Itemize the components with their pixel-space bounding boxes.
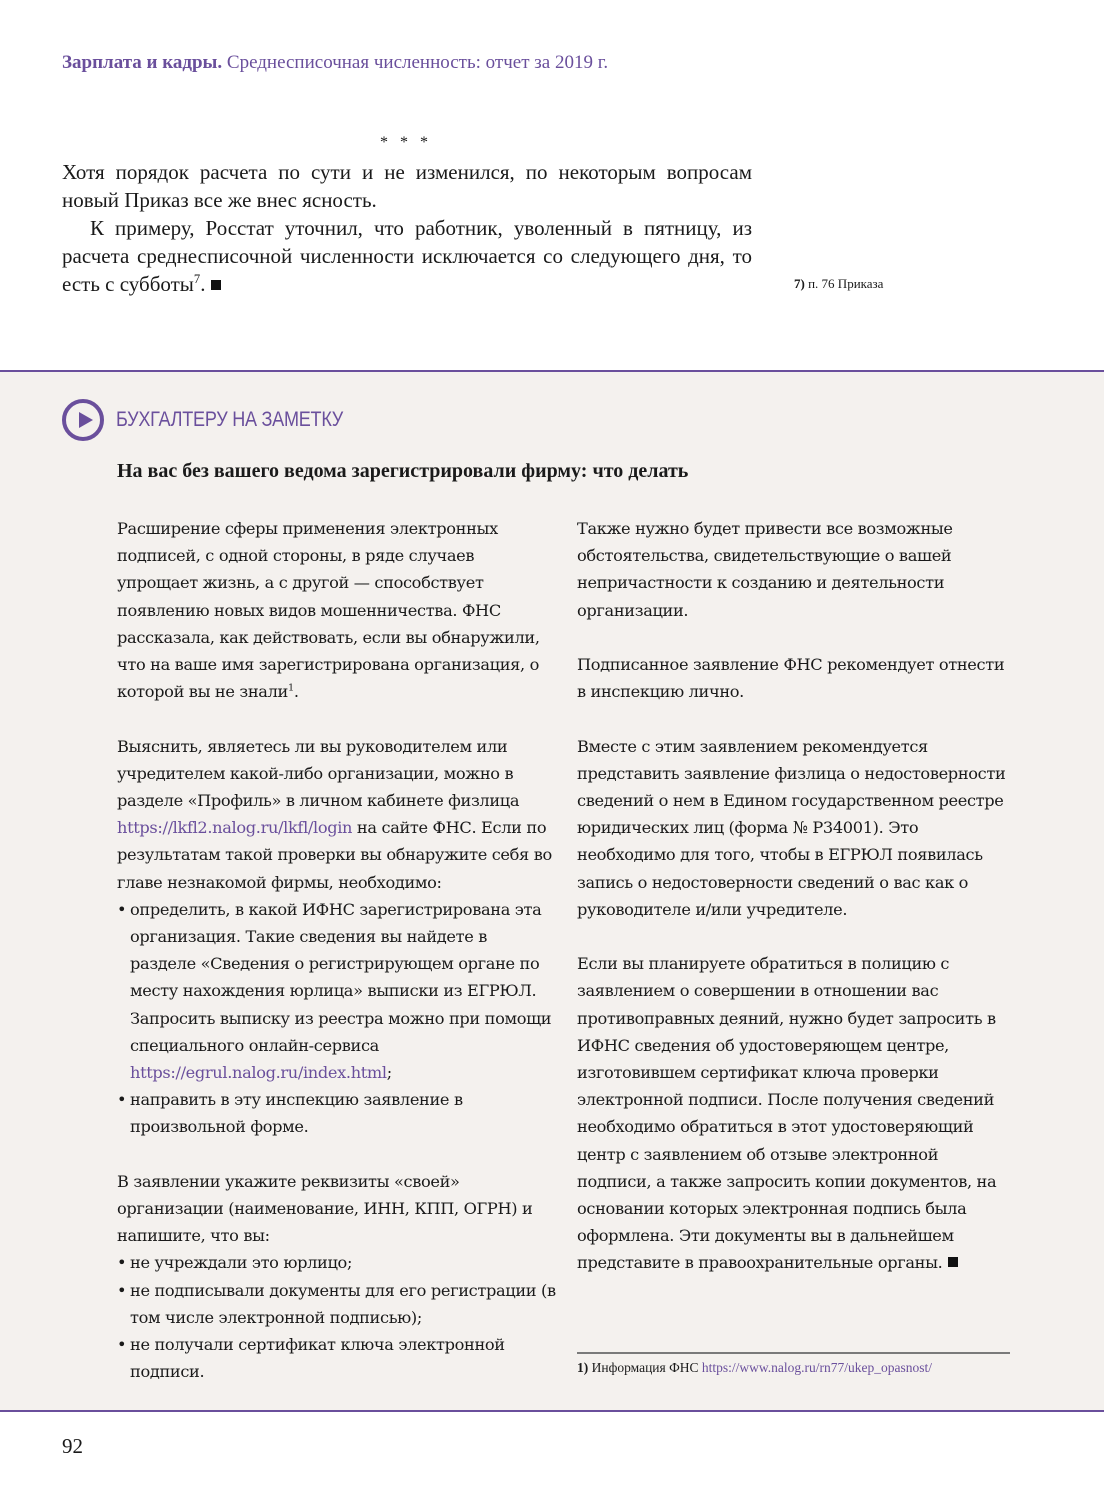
callout-box [0,370,1104,1412]
intro-paragraph-2 [62,214,752,298]
footnote-number: 1) [577,1360,589,1375]
right-paragraph-1: Также нужно будет привести все возможные обстоятельства, свидетельствующие о вашей непричастности к созданию и деятельности организации. [577,519,953,620]
intro-paragraph-2-text: К примеру, Росстат уточнил, что работник, уволенный в пятницу, из расчета среднесписочной численности исключается со следующего дня, то есть с субботы [62,216,752,296]
right-paragraph-4-text: Если вы планируете обратиться в полицию с заявлением о совершении в отношении вас противоправных деяний, нужно будет запросить в ИФНС сведения об удостоверяющем центре, изготовившем сертификат ключа проверки электронной подписи. После получения сведений необходимо обратиться в этот удостоверяющий центр с заявлением об отзыве электронной подписи, а также запросить копии документов, на основании которых электронная подпись была оформлена. Эти документы вы в дальнейшем представите в правоохранительные органы. [577,954,997,1273]
statement-list [117,1249,557,1385]
page-number: 92 [62,1434,83,1458]
running-head-section: Зарплата и кадры. [62,52,223,73]
list-item-text: определить, в какой ИФНС зарегистрирована эта организация. Такие сведения вы найдете в разделе «Сведения о регистрирующем органе по месту нахождения юрлица» выписки из ЕГРЮЛ. Запросить выписку из реестра можно при помощи специального онлайн-сервиса [130,899,552,1055]
section-separator: * * * [380,134,432,151]
callout-right-column [577,515,1017,1304]
footnote-link[interactable]: https://www.nalog.ru/rn77/ukep_opasnost/ [701,1360,933,1375]
side-note-text: п. 76 Приказа [808,276,884,291]
steps-list [117,896,557,1141]
running-head-title: Среднесписочная численность: отчет за 2019 г. [226,52,609,73]
egrul-link[interactable]: https://egrul.nalog.ru/index.html [130,1063,387,1083]
left-paragraph-2 [117,733,557,896]
list-item-end: ; [386,1063,392,1083]
left-paragraph-1-text: Расширение сферы применения электронных подписей, с одной стороны, в ряде случаев упрощает жизнь, а с другой — способствует появлению новых видов мошенничества. ФНС рассказала, как действовать, если вы обнаружили, что на ваше имя зарегистрирована организация, о которой вы не знали [117,519,540,702]
side-note [794,276,883,292]
footnote-ref-1[interactable]: 1 [287,682,294,694]
list-item: • не учреждали это юрлицо; [117,1249,557,1276]
footnote [577,1360,932,1376]
side-note-number: 7) [794,276,805,291]
right-paragraph-3: Вместе с этим заявлением рекомендуется представить заявление физлица о недостоверности сведений о нем в Едином государственном реестре юридических лиц (форма № Р34001). Это необходимо для того, чтобы в ЕГРЮЛ появилась запись о недостоверности сведений о вас как о руководителе и/или учредителе. [577,736,1006,919]
running-head [62,52,608,74]
callout-left-column [117,515,557,1413]
list-item: • не получали сертификат ключа электронной подписи. [117,1331,557,1385]
end-of-article-mark [948,1257,958,1267]
right-paragraph-4 [577,950,1017,1276]
intro-text [62,158,752,298]
footnote-divider [577,1352,1010,1354]
left-paragraph-3: В заявлении укажите реквизиты «своей» организации (наименование, ИНН, КПП, ОГРН) и напишите, что вы: [117,1171,533,1246]
list-item: • направить в эту инспекцию заявление в произвольной форме. [117,1086,557,1140]
lkfl-link[interactable]: https://lkfl2.nalog.ru/lkfl/login [117,818,353,838]
footnote-text: Информация ФНС [591,1360,702,1375]
list-item: • не подписывали документы для его регистрации (в том числе электронной подписью); [117,1277,557,1331]
left-paragraph-1-end: . [293,682,299,702]
callout-label: БУХГАЛТЕРУ НА ЗАМЕТКУ [116,408,343,431]
left-paragraph-1 [117,515,557,705]
callout-header [62,399,380,441]
footnote-ref-7[interactable]: 7 [193,272,201,286]
callout-title: На вас без вашего ведома зарегистрировали фирму: что делать [117,460,689,482]
list-item [117,896,557,1086]
play-circle-icon [62,399,104,441]
end-of-article-mark [211,280,221,290]
intro-paragraph-2-end: . [200,272,206,296]
intro-paragraph-1: Хотя порядок расчета по сути и не изменился, по некоторым вопросам новый Приказ все же внес ясность. [62,160,752,212]
right-paragraph-2: Подписанное заявление ФНС рекомендует отнести в инспекцию лично. [577,655,1005,702]
left-paragraph-2-text-end: на сайте ФНС. Если по результатам такой проверки вы обнаружите себя во главе незнакомой фирмы, необходимо: [117,818,552,892]
left-paragraph-2-text: Выяснить, являетесь ли вы руководителем или учредителем какой-либо организации, можно в разделе «Профиль» в личном кабинете физлица [117,736,520,811]
